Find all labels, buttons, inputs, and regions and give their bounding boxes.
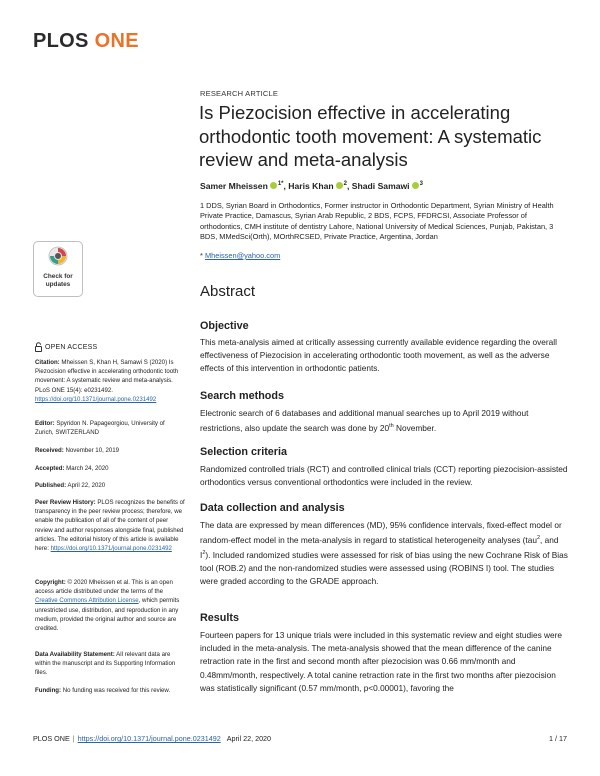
published-label: Published: [35, 482, 67, 489]
footer-journal: PLOS ONE [33, 734, 70, 743]
funding-block [35, 686, 185, 695]
results-heading: Results [200, 612, 240, 624]
peer-review-label: Peer Review History: [35, 499, 96, 506]
citation-block [35, 358, 185, 404]
editor-block [35, 419, 185, 437]
open-access-text: OPEN ACCESS [45, 343, 98, 351]
editor-text: Spyridon N. Papageorgiou, University of Zurich, SWITZERLAND [35, 420, 165, 437]
badge-line2: updates [45, 280, 71, 288]
orcid-icon[interactable] [412, 182, 419, 189]
received-block [35, 446, 185, 455]
selection-criteria-body: Randomized controlled trials (RCT) and controlled clinical trials (CCT) reporting piezocision-assisted orthodontics versus conventional orthodontics were included in the review. [200, 464, 568, 488]
data-text-a: The data are expressed by mean differences (MD), 95% confidence intervals, fixed-effect model or random-effect model in the meta-analysis in regard to statistical heterogeneity analyses (tau [200, 520, 562, 545]
peer-review-link[interactable]: https://doi.org/10.1371/journal.pone.0231492 [50, 545, 172, 553]
citation-text: Mheissen S, Khan H, Samawi S (2020) Is Piezocision effective in accelerating orthodontic tooth movement: A systematic review and meta-analysis. PLoS ONE 15(4): e0231492. [35, 359, 179, 394]
footer-doi-link[interactable]: https://doi.org/10.1371/journal.pone.0231492 [77, 734, 221, 743]
copyright-label: Copyright: [35, 579, 66, 586]
received-date: November 10, 2019 [65, 447, 120, 454]
open-access-lock-icon [35, 342, 42, 352]
received-label: Received: [35, 447, 64, 454]
peer-review-block [35, 498, 185, 553]
copyright-text-a: © 2020 Mheissen et al. This is an open access article distributed under the terms of the [35, 579, 173, 596]
published-date: April 22, 2020 [67, 482, 106, 489]
copyright-text-b: , which permits unrestricted use, distribution, and reproduction in any medium, provided the original author and source are credited. [35, 597, 180, 633]
journal-logo [33, 30, 139, 53]
abstract-heading: Abstract [200, 283, 256, 300]
search-methods-body [200, 407, 570, 435]
accepted-block [35, 464, 185, 473]
editor-label: Editor: [35, 420, 55, 427]
published-block [35, 481, 185, 490]
citation-label: Citation: [35, 359, 60, 366]
funding-text: No funding was received for this review. [62, 687, 171, 694]
search-text-a: Electronic search of 6 databases and additional manual searches up to April 2019 without restrictions, also update the search was done by 20 [200, 408, 529, 433]
author-list: Samer Mheissen $^{1*}$, Haris Khan $^2$, Shadi Samawi $^3$ [200, 181, 423, 191]
author-name[interactable]: Samer Mheissen [200, 181, 268, 191]
data-text-b: , and I [200, 534, 559, 560]
article-type: RESEARCH ARTICLE [200, 89, 279, 98]
data-collection-body [200, 519, 570, 589]
footer-date: April 22, 2020 [226, 734, 272, 743]
open-access-label [35, 342, 97, 352]
citation-doi-link[interactable]: https://doi.org/10.1371/journal.pone.0231492 [35, 395, 157, 403]
email-link[interactable]: Mheissen@yahoo.com [204, 251, 281, 260]
check-for-updates-icon [48, 246, 68, 266]
selection-criteria-heading: Selection criteria [200, 446, 288, 458]
data-sup-1: 2 [536, 535, 541, 542]
page-number: 1 / 17 [549, 734, 567, 743]
badge-line1: Check for [43, 273, 73, 280]
data-availability-text: All relevant data are within the manuscript and its Supporting Information files. [35, 651, 176, 677]
search-sup: th [389, 423, 394, 430]
license-link[interactable]: Creative Commons Attribution License [35, 597, 139, 605]
article-title: Is Piezocision effective in accelerating orthodontic tooth movement: A systematic review and meta-analysis [199, 102, 542, 170]
funding-label: Funding: [35, 687, 62, 694]
email-prefix: * [200, 251, 205, 260]
data-collection-heading: Data collection and analysis [200, 502, 345, 514]
author-sup: 3 [419, 181, 423, 188]
logo-plos: PLOS [33, 30, 89, 52]
objective-body: This meta-analysis aimed at critically assessing currently available evidence regarding the overall effectiveness of Piezocision in accelerating orthodontic tooth movement, as well as the adverse effects of this intervention in orthodontic patients. [200, 337, 557, 374]
orcid-icon[interactable] [270, 182, 277, 189]
orcid-icon[interactable] [336, 182, 343, 189]
author-name[interactable]: Haris Khan [288, 181, 334, 191]
results-body: Fourteen papers for 13 unique trials were included in this systematic review and eight studies were included in the meta-analysis. The meta-analysis showed that the mean difference of the canine retraction rate in the first and second month after piezocision was 0.66 mm/month and 0.48mm/month, respectively. A total canine retraction rate in the first two months after piezocision was statistically significant (0.57 mm/month, p<0.00001), favoring the [200, 630, 563, 693]
search-text-b: November. [393, 422, 437, 433]
author-sup: 1* [277, 181, 284, 188]
data-sup-2: 2 [202, 550, 206, 557]
objective-heading: Objective [200, 320, 249, 332]
data-availability-block [35, 650, 185, 678]
check-for-updates-badge[interactable] [33, 241, 83, 297]
copyright-block [35, 578, 185, 633]
peer-review-text: PLOS recognizes the benefits of transparency in the peer review process; therefore, we enable the publication of all of the content of peer review and author responses alongside final, published articles. The editorial history of this article is available here: [35, 499, 185, 553]
affiliations: 1 DDS, Syrian Board in Orthodontics, Former instructor in Orthodontic Department, Syrian Ministry of Health Private Practice, Damascus, Syrian Arab Republic, 2 BDS, FCPS, FFDRCSI, Associate Professor of orthodontics, CMH institute of dentistry Lahore, National University of Medical Sciences, Punjab, Pakistan, 3 BDS, MMedSci(Orth), MOrthRCSED, Private Practice, Argentina, Jordan [200, 201, 554, 242]
accepted-label: Accepted: [35, 465, 65, 472]
corresponding-email [200, 251, 280, 260]
search-methods-heading: Search methods [200, 390, 285, 402]
logo-one: ONE [94, 30, 139, 52]
data-availability-label: Data Availability Statement: [35, 651, 115, 658]
author-sup: 2 [343, 181, 347, 188]
page-footer: PLOS ONE | https://doi.org/10.1371/journal.pone.0231492 April 22, 2020 [33, 734, 272, 743]
data-text-c: ). Included randomized studies were assessed for risk of bias using the new Cochrane Risk of Bias tool (ROB.2) and the non-randomized studies were assessed using (ROBINS I) tool. The studies were graded according to the GRADE approach. [200, 549, 568, 587]
accepted-date: March 24, 2020 [66, 465, 109, 472]
author-name[interactable]: Shadi Samawi [351, 181, 410, 191]
